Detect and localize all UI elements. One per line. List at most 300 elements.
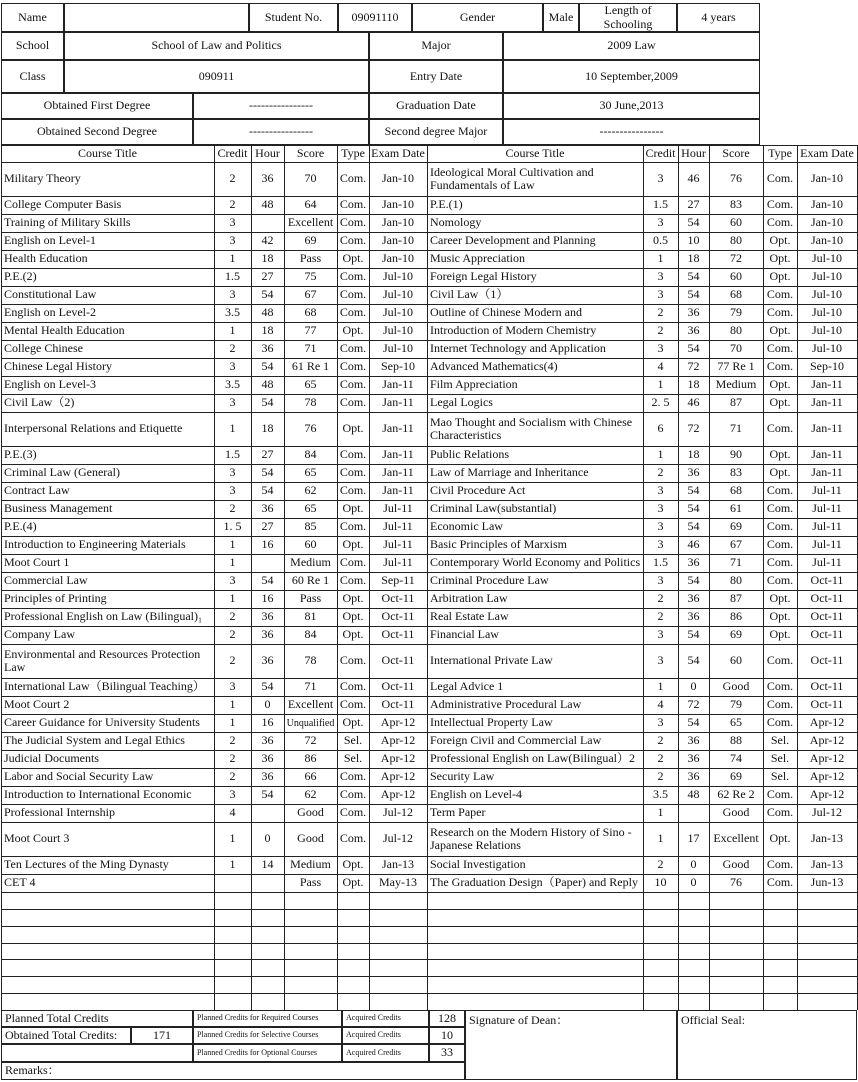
- course-type: Com.: [339, 377, 367, 392]
- second-major-value: ----------------: [503, 119, 760, 145]
- course-score: Unqualified: [286, 717, 335, 729]
- course-date: Jan-10: [811, 171, 843, 186]
- course-credit: 1: [229, 697, 236, 712]
- selective-acquired-label: Acquired Credits: [342, 1027, 429, 1044]
- course-hour: 36: [261, 171, 274, 186]
- course-date: Jul-11: [812, 555, 842, 570]
- course-score: 71: [304, 341, 317, 356]
- course-credit: 3: [657, 287, 664, 302]
- course-hour: 18: [261, 323, 274, 338]
- course-title: Basic Principles of Marxism: [430, 537, 567, 552]
- course-score: 60 Re 1: [291, 573, 330, 588]
- course-score: 62: [304, 483, 317, 498]
- course-type: Com.: [339, 171, 367, 186]
- course-date: Apr-12: [380, 787, 416, 802]
- course-score: 67: [730, 537, 742, 552]
- course-hour: 54: [687, 269, 700, 284]
- major-label: Major: [369, 32, 503, 60]
- column-header-hour: Hour: [681, 145, 706, 160]
- course-score: 69: [730, 627, 742, 642]
- course-credit: 3: [229, 215, 236, 230]
- course-title: English on Level-2: [4, 305, 96, 320]
- course-score: 68: [304, 305, 317, 320]
- course-score: 69: [730, 769, 742, 784]
- course-title: International Private Law: [430, 653, 553, 668]
- course-title: Career Guidance for University Students: [4, 715, 200, 730]
- course-type: Com.: [766, 555, 794, 570]
- course-type: Opt.: [342, 501, 364, 516]
- course-date: Jan-11: [811, 465, 843, 480]
- course-title: Mao Thought and Socialism with Chinese Characteristics: [430, 414, 633, 442]
- course-type: Com.: [339, 197, 367, 212]
- course-title: Administrative Procedural Law: [430, 697, 582, 712]
- course-hour: 0: [690, 679, 697, 694]
- course-score: 72: [304, 733, 317, 748]
- course-credit: 3: [657, 215, 664, 230]
- course-credit: 4: [657, 697, 664, 712]
- course-type: Opt.: [769, 395, 791, 410]
- course-hour: 54: [687, 215, 700, 230]
- course-hour: 36: [261, 733, 274, 748]
- course-hour: 27: [261, 269, 274, 284]
- course-date: Jan-13: [811, 857, 843, 872]
- course-hour: 54: [261, 483, 274, 498]
- course-score: 60: [730, 215, 742, 230]
- course-hour: 54: [687, 483, 700, 498]
- course-score: 67: [304, 287, 317, 302]
- gender-label: Gender: [412, 3, 543, 32]
- course-title: Contract Law: [4, 483, 70, 498]
- course-title: Advanced Mathematics(4): [430, 359, 558, 374]
- course-date: Jan-10: [382, 251, 414, 266]
- course-credit: 2: [229, 627, 236, 642]
- course-title: Environmental and Resources Protection Law: [4, 646, 201, 674]
- course-title: The Judicial System and Legal Ethics: [4, 733, 185, 748]
- course-hour: 54: [687, 573, 700, 588]
- course-hour: 54: [261, 359, 274, 374]
- course-score: 69: [730, 519, 742, 534]
- course-credit: 3: [229, 787, 236, 802]
- course-credit: 1: [657, 447, 664, 462]
- course-date: Jan-11: [382, 377, 414, 392]
- course-score: Medium: [290, 857, 331, 872]
- course-type: Sel.: [343, 751, 363, 766]
- course-date: Jul-12: [812, 805, 842, 820]
- course-date: Oct-11: [381, 627, 415, 642]
- course-type: Com.: [766, 483, 794, 498]
- course-credit: 2: [229, 733, 236, 748]
- course-credit: 3: [229, 465, 236, 480]
- course-score: 77: [304, 323, 317, 338]
- class-value: 090911: [64, 60, 369, 93]
- course-hour: 36: [687, 609, 700, 624]
- planned-total-label: Planned Total Credits: [1, 1010, 193, 1027]
- course-hour: 54: [261, 287, 274, 302]
- course-type: Sel.: [343, 733, 363, 748]
- course-date: Apr-12: [809, 787, 845, 802]
- course-type: Com.: [766, 215, 794, 230]
- course-date: Jan-11: [811, 395, 843, 410]
- course-type: Com.: [339, 269, 367, 284]
- course-date: Jul-10: [812, 323, 842, 338]
- course-credit: 1: [657, 805, 664, 820]
- course-date: Apr-12: [380, 769, 416, 784]
- course-type: Opt.: [769, 233, 791, 248]
- course-date: Jan-10: [811, 233, 843, 248]
- course-date: Jan-13: [811, 831, 843, 846]
- course-type: Com.: [766, 679, 794, 694]
- course-credit: 1: [229, 537, 236, 552]
- course-hour: 46: [687, 395, 700, 410]
- course-score: 88: [730, 733, 742, 748]
- name-value: [64, 3, 249, 32]
- course-title: Research on the Modern History of Sino -Japanese Relations: [430, 824, 632, 852]
- course-score: 71: [730, 555, 742, 570]
- course-title: Film Appreciation: [430, 377, 518, 392]
- course-score: 65: [304, 377, 317, 392]
- course-credit: 2: [657, 591, 664, 606]
- course-score: 81: [304, 609, 317, 624]
- required-acquired-value: 128: [429, 1010, 465, 1027]
- course-hour: 0: [690, 857, 697, 872]
- course-type: Com.: [339, 233, 367, 248]
- course-hour: 72: [687, 697, 700, 712]
- course-title: Security Law: [430, 769, 495, 784]
- course-hour: 54: [687, 341, 700, 356]
- course-credit: 1: [229, 831, 236, 846]
- course-score: 65: [304, 501, 317, 516]
- name-label: Name: [1, 3, 64, 32]
- course-title: The Graduation Design（Paper) and Reply: [430, 875, 638, 890]
- course-credit: 4: [229, 805, 236, 820]
- course-date: Apr-12: [380, 733, 416, 748]
- course-hour: 27: [261, 519, 274, 534]
- course-credit: 2: [657, 305, 664, 320]
- course-score: 79: [730, 697, 742, 712]
- course-credit: 2: [657, 609, 664, 624]
- school-value: School of Law and Politics: [64, 32, 369, 60]
- course-score: 60: [730, 269, 742, 284]
- course-date: Oct-11: [381, 591, 415, 606]
- course-date: Jul-10: [812, 341, 842, 356]
- grid-hline: [1, 959, 857, 960]
- course-title: Chinese Legal History: [4, 359, 112, 374]
- course-type: Com.: [339, 769, 367, 784]
- course-title: Introduction to Engineering Materials: [4, 537, 186, 552]
- course-type: Com.: [339, 679, 367, 694]
- course-score: 77 Re 1: [717, 359, 755, 374]
- course-date: Jan-11: [382, 483, 414, 498]
- course-score: 80: [730, 323, 742, 338]
- course-score: 65: [730, 715, 742, 730]
- course-score: Good: [722, 679, 750, 694]
- course-score: 90: [730, 447, 742, 462]
- course-type: Com.: [766, 287, 794, 302]
- course-date: Jan-11: [382, 447, 414, 462]
- course-type: Com.: [766, 519, 794, 534]
- graduation-date-label: Graduation Date: [369, 93, 503, 119]
- column-header-score: Score: [296, 145, 325, 160]
- course-credit: 1: [657, 831, 664, 846]
- course-score: 79: [730, 305, 742, 320]
- course-type: Sel.: [770, 733, 790, 748]
- course-date: Jan-10: [382, 197, 414, 212]
- course-hour: 18: [261, 421, 274, 436]
- course-score: 84: [304, 447, 317, 462]
- course-date: Oct-11: [810, 591, 844, 606]
- course-title: Professional English on Law (Bilingual)₁: [4, 609, 203, 624]
- course-title: Internet Technology and Application: [430, 341, 606, 356]
- course-score: 86: [730, 609, 742, 624]
- course-type: Com.: [766, 421, 794, 436]
- course-title: Criminal Law(substantial): [430, 501, 557, 516]
- course-date: Jan-10: [811, 215, 843, 230]
- course-score: 60: [730, 653, 742, 668]
- course-credit: 2: [229, 197, 236, 212]
- course-score: Excellent: [287, 215, 334, 230]
- grid-hline: [1, 976, 857, 977]
- course-hour: 46: [687, 171, 700, 186]
- graduation-date-value: 30 June,2013: [503, 93, 760, 119]
- course-credit: 3: [657, 537, 664, 552]
- course-hour: 36: [261, 501, 274, 516]
- course-credit: 1: [657, 679, 664, 694]
- course-title: P.E.(2): [4, 269, 37, 284]
- course-hour: 36: [687, 769, 700, 784]
- official-seal-box: Official Seal:: [677, 1010, 857, 1080]
- course-credit: 1: [229, 857, 236, 872]
- course-title: Legal Logics: [430, 395, 493, 410]
- course-credit: 1: [229, 555, 236, 570]
- optional-acquired-label: Acquired Credits: [342, 1044, 429, 1062]
- course-type: Com.: [339, 573, 367, 588]
- course-credit: 2: [657, 465, 664, 480]
- course-title: Commercial Law: [4, 573, 88, 588]
- first-degree-value: ----------------: [193, 93, 369, 119]
- course-date: Jan-10: [382, 171, 414, 186]
- course-credit: 2: [657, 751, 664, 766]
- column-header-type: Type: [341, 145, 365, 160]
- course-credit: 3: [229, 233, 236, 248]
- course-date: Jan-10: [811, 197, 843, 212]
- course-hour: 27: [261, 447, 274, 462]
- course-hour: 16: [261, 537, 274, 552]
- course-credit: 3.5: [225, 377, 240, 392]
- course-date: Oct-11: [810, 679, 844, 694]
- course-score: 76: [304, 421, 317, 436]
- selective-acquired-value: 10: [429, 1027, 465, 1044]
- course-credit: 2: [229, 609, 236, 624]
- course-date: Jul-12: [383, 805, 413, 820]
- course-title: Interpersonal Relations and Etiquette: [4, 421, 183, 436]
- course-hour: [251, 554, 284, 572]
- course-hour: [251, 804, 284, 822]
- course-type: Com.: [339, 287, 367, 302]
- course-date: Sep-11: [381, 573, 415, 588]
- course-score: 66: [304, 769, 317, 784]
- course-type: Com.: [766, 359, 794, 374]
- course-credit: 3: [657, 341, 664, 356]
- course-hour: 54: [687, 627, 700, 642]
- course-title: Business Management: [4, 501, 113, 516]
- obtained-total-value: 171: [131, 1027, 193, 1044]
- course-credit: 1: [229, 323, 236, 338]
- course-score: 61 Re 1: [291, 359, 330, 374]
- course-credit: 1: [657, 377, 664, 392]
- course-score: 70: [730, 341, 742, 356]
- course-title: Public Relations: [430, 447, 509, 462]
- course-type: Com.: [339, 341, 367, 356]
- course-title: Military Theory: [4, 171, 81, 186]
- course-type: Opt.: [342, 251, 364, 266]
- course-score: 68: [730, 483, 742, 498]
- course-title: P.E.(4): [4, 519, 37, 534]
- course-date: Jan-11: [811, 447, 843, 462]
- course-score: 70: [304, 171, 317, 186]
- course-date: May-13: [379, 875, 417, 890]
- course-hour: 0: [690, 875, 697, 890]
- course-title: Foreign Civil and Commercial Law: [430, 733, 602, 748]
- course-type: Opt.: [769, 447, 791, 462]
- course-type: Com.: [766, 805, 794, 820]
- course-type: Com.: [339, 555, 367, 570]
- course-hour: 36: [261, 627, 274, 642]
- course-score: Pass: [299, 875, 322, 890]
- remarks-label: Remarks：: [1, 1062, 465, 1080]
- course-date: Oct-11: [810, 627, 844, 642]
- course-type: Opt.: [769, 323, 791, 338]
- course-title: Music Appreciation: [430, 251, 525, 266]
- course-title: College Computer Basis: [4, 197, 122, 212]
- footer-blank-cell: [1, 1044, 193, 1062]
- course-hour: 48: [687, 787, 700, 802]
- course-title: Law of Marriage and Inheritance: [430, 465, 589, 480]
- course-hour: 36: [261, 769, 274, 784]
- column-header-credit: Credit: [217, 145, 248, 160]
- course-title: Health Education: [4, 251, 88, 266]
- course-type: Sel.: [770, 769, 790, 784]
- course-hour: 36: [261, 653, 274, 668]
- course-type: Sel.: [770, 751, 790, 766]
- column-header-type: Type: [768, 145, 792, 160]
- course-title: Constitutional Law: [4, 287, 97, 302]
- course-credit: 2: [229, 751, 236, 766]
- course-credit: 3: [229, 359, 236, 374]
- course-hour: 18: [687, 251, 700, 266]
- course-score: 74: [730, 751, 742, 766]
- course-type: Opt.: [769, 269, 791, 284]
- course-title: English on Level-3: [4, 377, 96, 392]
- course-type: Com.: [766, 787, 794, 802]
- course-score: 83: [730, 197, 742, 212]
- course-title: Civil Law（2): [4, 395, 75, 410]
- course-date: Jul-10: [383, 287, 413, 302]
- course-type: Com.: [766, 573, 794, 588]
- course-title: Professional English on Law(Bilingual）2: [430, 751, 635, 766]
- course-score: 68: [730, 287, 742, 302]
- course-hour: 54: [687, 501, 700, 516]
- course-hour: 54: [261, 465, 274, 480]
- course-credit: 1.5: [225, 447, 240, 462]
- course-score: 85: [304, 519, 317, 534]
- course-date: Jan-11: [811, 377, 843, 392]
- course-hour: 72: [687, 359, 700, 374]
- course-score: 76: [730, 171, 742, 186]
- course-type: Opt.: [769, 251, 791, 266]
- course-title: Criminal Procedure Law: [430, 573, 549, 588]
- course-type: Com.: [339, 395, 367, 410]
- course-type: Opt.: [769, 377, 791, 392]
- course-hour: 54: [261, 787, 274, 802]
- course-type: Com.: [766, 653, 794, 668]
- course-credit: 3: [657, 483, 664, 498]
- course-score: 80: [730, 573, 742, 588]
- course-credit: 3: [657, 171, 664, 186]
- course-date: Sep-10: [381, 359, 415, 374]
- course-date: Apr-12: [809, 715, 845, 730]
- entry-date-label: Entry Date: [369, 60, 503, 93]
- course-hour: [251, 874, 284, 892]
- course-type: Com.: [766, 197, 794, 212]
- course-credit: 2: [657, 323, 664, 338]
- grid-hline: [1, 926, 857, 927]
- course-hour: 18: [687, 447, 700, 462]
- course-date: Oct-11: [810, 609, 844, 624]
- course-hour: 46: [687, 537, 700, 552]
- course-type: Com.: [766, 715, 794, 730]
- course-credit: 1.5: [225, 269, 240, 284]
- optional-credits-label: Planned Credits for Optional Courses: [193, 1044, 342, 1062]
- course-date: Oct-11: [810, 573, 844, 588]
- course-date: Sep-10: [810, 359, 844, 374]
- course-type: Opt.: [769, 627, 791, 642]
- course-type: Opt.: [342, 421, 364, 436]
- column-header-credit: Credit: [645, 145, 676, 160]
- course-score: 62: [304, 787, 317, 802]
- course-score: 64: [304, 197, 317, 212]
- course-title: Ideological Moral Cultivation and Fundamentals of Law: [430, 164, 594, 192]
- course-credit: 2. 5: [651, 395, 670, 410]
- course-title: Moot Court 2: [4, 697, 70, 712]
- course-score: Good: [722, 857, 750, 872]
- course-type: Com.: [339, 305, 367, 320]
- course-date: Jan-10: [382, 215, 414, 230]
- course-credit: 1: [657, 251, 664, 266]
- course-date: Jan-11: [382, 465, 414, 480]
- course-date: Jan-13: [382, 857, 414, 872]
- course-date: Jul-10: [383, 269, 413, 284]
- course-credit: 3: [229, 287, 236, 302]
- course-hour: 72: [687, 421, 700, 436]
- course-date: Jul-11: [812, 519, 842, 534]
- course-date: Oct-11: [381, 653, 415, 668]
- course-credit: 2: [229, 769, 236, 784]
- course-title: Economic Law: [430, 519, 503, 534]
- course-date: Jan-10: [382, 233, 414, 248]
- course-type: Opt.: [769, 465, 791, 480]
- course-score: 87: [730, 395, 742, 410]
- course-credit: [214, 874, 251, 892]
- course-title: Ten Lectures of the Ming Dynasty: [4, 857, 169, 872]
- course-score: 71: [730, 421, 742, 436]
- required-credits-label: Planned Credits for Required Courses: [193, 1010, 342, 1027]
- course-type: Com.: [766, 697, 794, 712]
- course-date: Apr-12: [809, 751, 845, 766]
- second-major-label: Second degree Major: [369, 119, 503, 145]
- course-date: Jan-11: [382, 421, 414, 436]
- length-value: 4 years: [677, 3, 760, 32]
- course-score: 75: [304, 269, 317, 284]
